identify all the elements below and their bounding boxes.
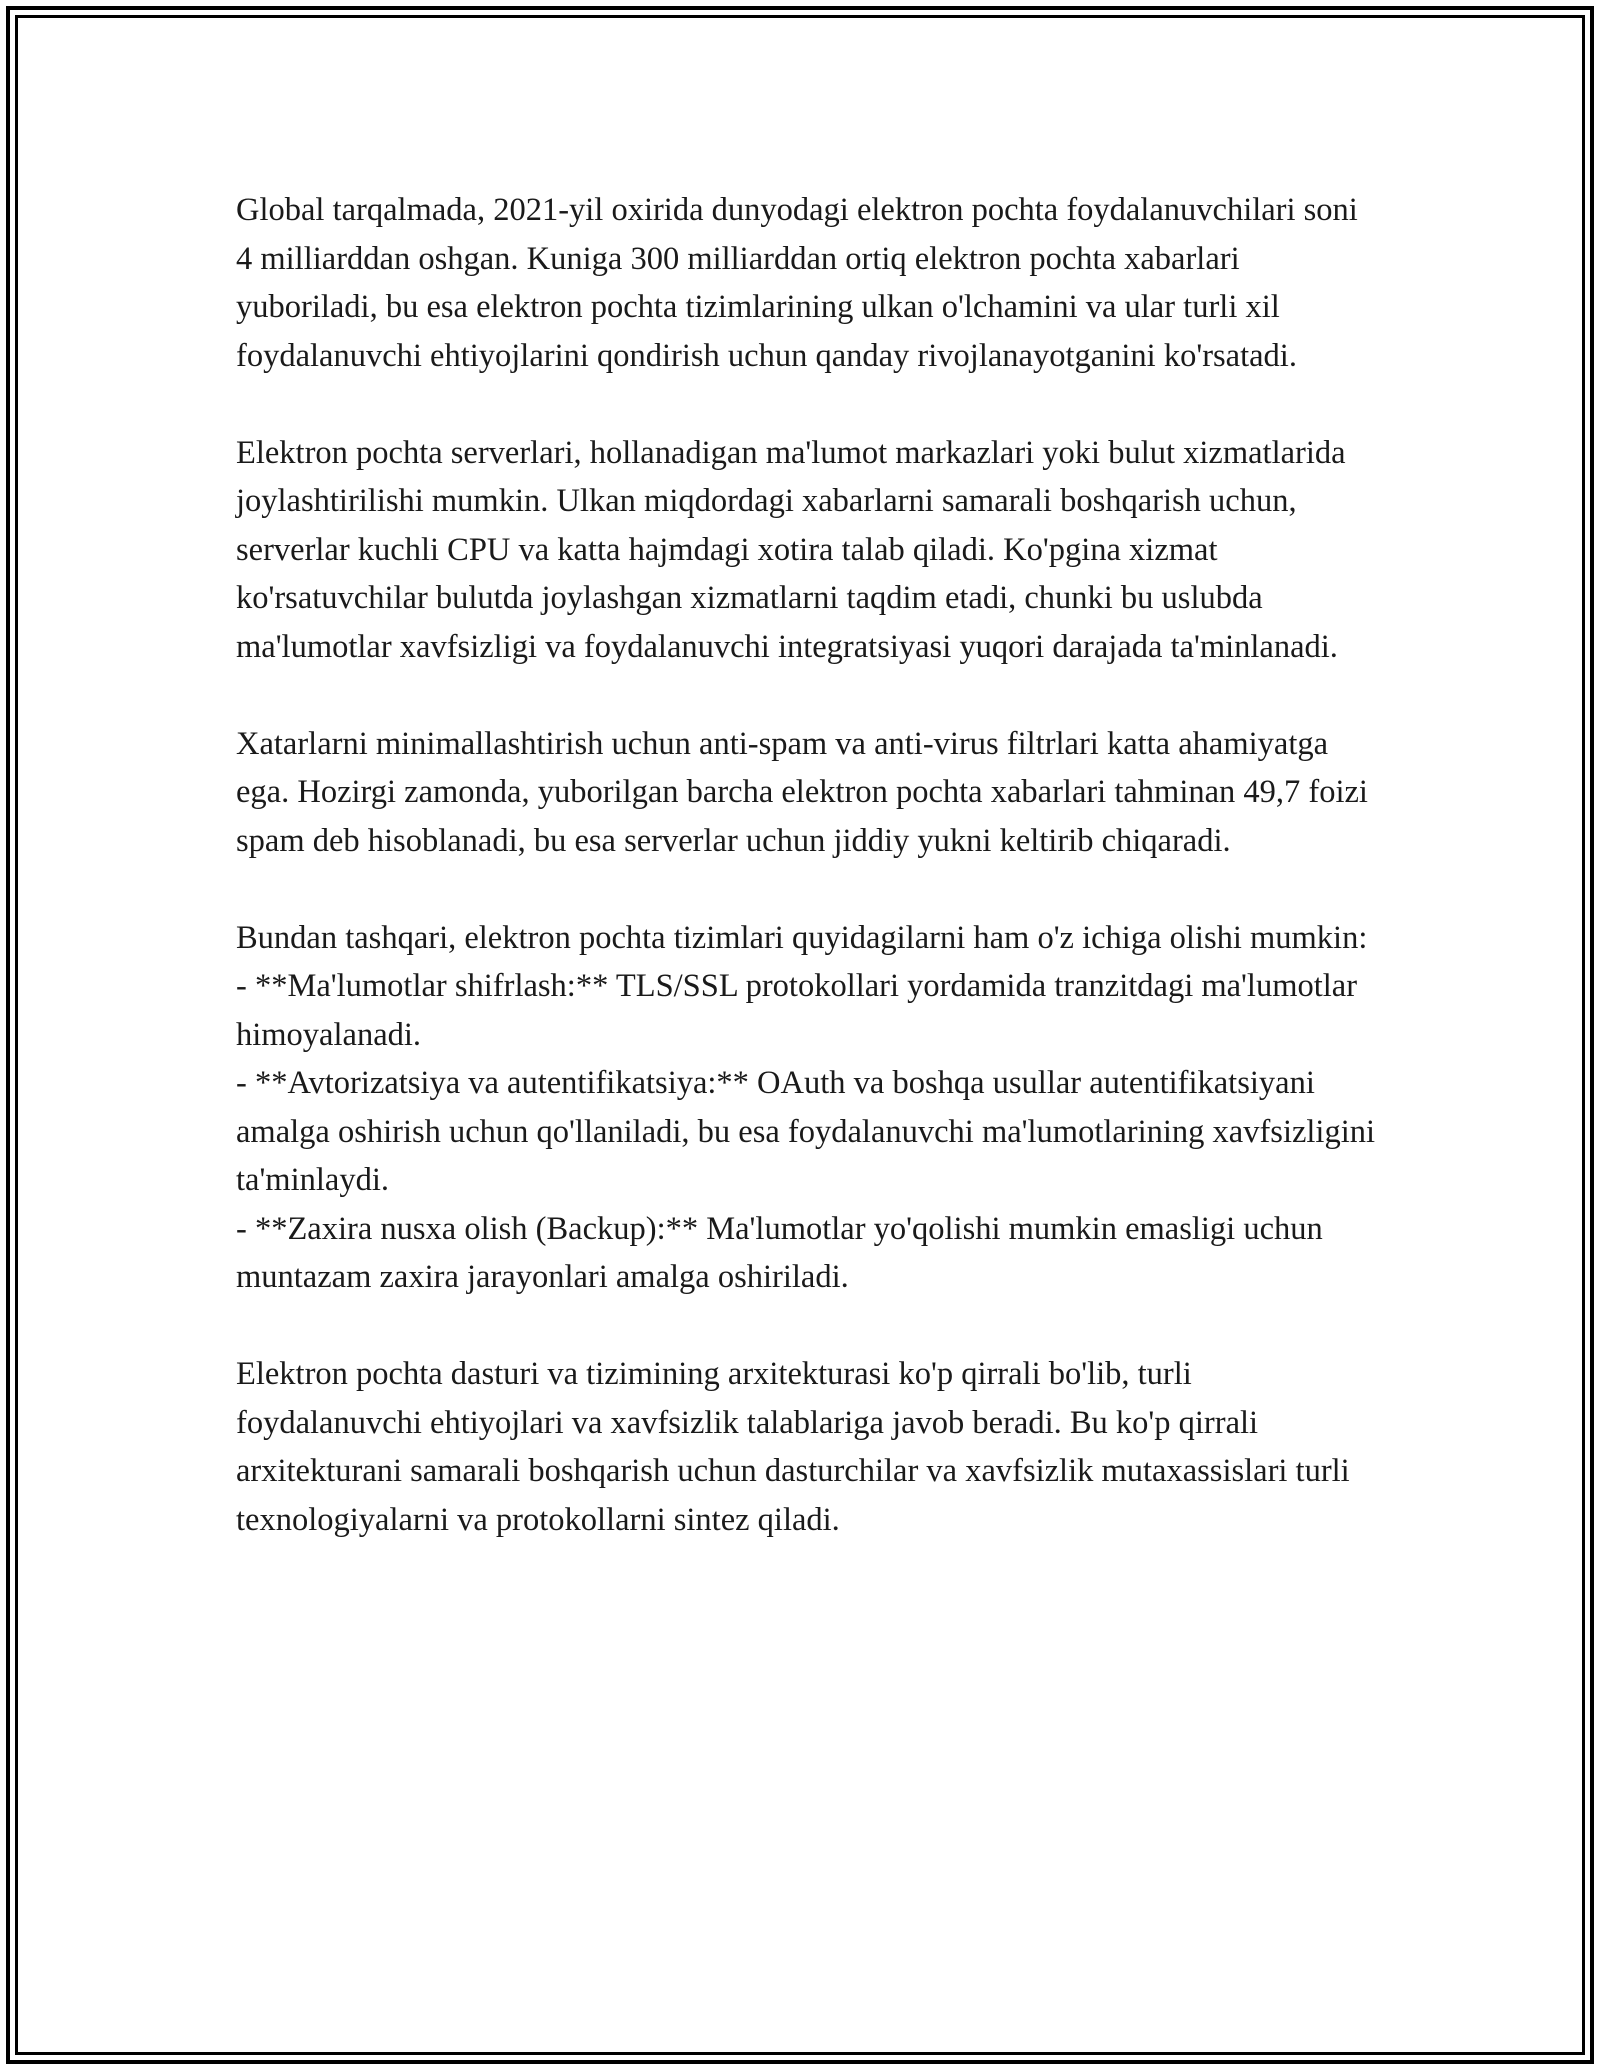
paragraph-architecture: Elektron pochta dasturi va tizimining arxitekturasi ko'p qirrali bo'lib, turli foydalanuvchi ehtiyojlari va xavfsizlik talablariga javob beradi. Bu ko'p qirrali arxitekturani samarali boshqarish uchun dasturchilar va xavfsizlik mutaxassislari turli texnologiyalarni va protokollarni sintez qiladi. bbox=[236, 1356, 1350, 1538]
document-body bbox=[236, 186, 1376, 1544]
list-item-authentication: - **Avtorizatsiya va autentifikatsiya:** OAuth va boshqa usullar autentifikatsiyani amalga oshirish uchun qo'llaniladi, bu esa foydalanuvchi ma'lumotlarining xavfsizligini ta'minlaydi. bbox=[236, 1065, 1376, 1198]
paragraph-email-users: Global tarqalmada, 2021-yil oxirida dunyodagi elektron pochta foydalanuvchilari soni 4 milliarddan oshgan. Kuniga 300 milliarddan ortiq elektron pochta xabarlari yuboriladi, bu esa elektron pochta tizimlarining ulkan o'lchamini va ular turli xil foydalanuvchi ehtiyojlarini qondirish uchun qanday rivojlanayotganini ko'rsatadi. bbox=[236, 192, 1358, 374]
paragraph-spam-filters: Xatarlarni minimallashtirish uchun anti-spam va anti-virus filtrlari katta ahamiyatga ega. Hozirgi zamonda, yuborilgan barcha elektron pochta xabarlari tahminan 49,7 foizi spam deb hisoblanadi, bu esa serverlar uchun jiddiy yukni keltirib chiqaradi. bbox=[236, 725, 1368, 859]
list-item-encryption: - **Ma'lumotlar shifrlash:** TLS/SSL protokollari yordamida tranzitdagi ma'lumotlar himoyalanadi. bbox=[236, 968, 1358, 1053]
paragraph-feature-list bbox=[236, 914, 1376, 1302]
paragraph-email-servers: Elektron pochta serverlari, hollanadigan ma'lumot markazlari yoki bulut xizmatlarida joylashtirilishi mumkin. Ulkan miqdordagi xabarlarni samarali boshqarish uchun, serverlar kuchli CPU va katta hajmdagi xotira talab qiladi. Ko'pgina xizmat ko'rsatuvchilar bulutda joylashgan xizmatlarni taqdim etadi, chunki bu uslubda ma'lumotlar xavfsizligi va foydalanuvchi integratsiyasi yuqori darajada ta'minlanadi. bbox=[236, 434, 1346, 665]
list-intro: Bundan tashqari, elektron pochta tizimlari quyidagilarni ham o'z ichiga olishi mumkin: bbox=[236, 919, 1368, 956]
list-item-backup: - **Zaxira nusxa olish (Backup):** Ma'lumotlar yo'qolishi mumkin emasligi uchun muntazam zaxira jarayonlari amalga oshiriladi. bbox=[236, 1210, 1323, 1295]
